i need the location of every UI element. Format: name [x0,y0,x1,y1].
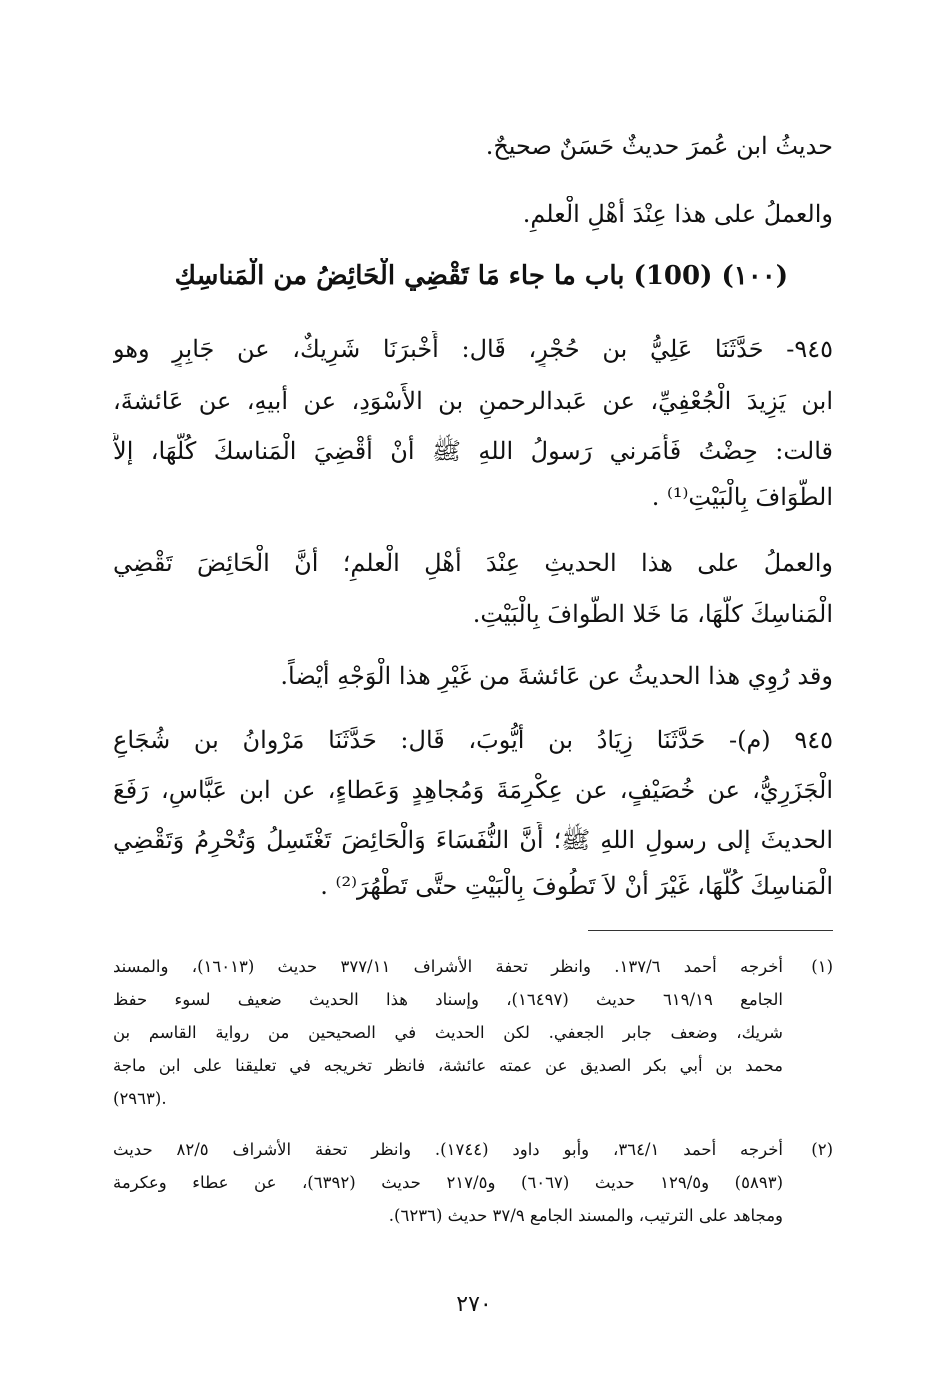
footnote-2-line-1: أخرجه أحمد ٣٦٤/١، وأبو داود (١٧٤٤). وانظر تحفة الأشراف ٨٢/٥ حديث [113,1140,783,1159]
footnote-1-line-5: (٢٩٦٣). [113,1089,167,1108]
footnote-2-marker: (٢) [811,1140,833,1159]
footnote-1-marker: (١) [811,957,833,976]
hadith-945m-line-4: الْمَناسِكَ كُلَّهَا، غَيْرَ أنْ لاَ تَطُوفَ بِالْبَيْتِ حتَّى تَطْهُرَ⁽²⁾ . [320,872,833,900]
commentary-line-2: الْمَناسِكَ كلَّهَا، مَا خَلا الطَّوافَ بِالْبَيْتِ. [472,600,833,628]
hadith-945m-line-2: الْجَزَرِيُّ، عن خُصَيْفٍ، عن عِكْرِمَةَ وَمُجاهِدٍ وَعَطاءٍ، عن ابن عَبَّاسٍ، رَفَعَ [113,776,833,804]
footnote-2-line-2: (٥٨٩٣) و١٢٩/٥ حديث (٦٠٦٧) و٢١٧/٥ حديث (٦٣٩٢)، عن عطاء وعكرمة [113,1173,783,1192]
footnote-1-line-3: شريك، وضعف جابر الجعفي. لكن الحديث في الصحيحين من رواية القاسم بن [113,1023,783,1042]
hadith-945-line-3: قالت: حِضْتُ فَأَمَرني رَسولُ اللهِ ﷺ أنْ أقْضِيَ الْمَناسكَ كُلّهَا، إلاَّ [113,437,833,465]
chapter-heading: (١٠٠) (100) باب ما جاء مَا تَقْضِي الْحَائِضُ من الْمَناسِكِ [174,261,788,291]
narration-note: وقد رُوِي هذا الحديثُ عن عَائشةَ من غَيْرِ هذا الْوَجْهِ أيْضاً. [280,662,833,690]
hadith-945m-line-1: ٩٤٥ (م)- حَدَّثَنَا زِيَادُ بن أيُّوبَ، قَال: حَدَّثَنَا مَرْوانُ بن شُجَاعٍ [113,726,833,754]
body-line-1: حديثُ ابن عُمرَ حديثٌ حَسَنٌ صحيحٌ. [485,132,833,160]
hadith-945-line-2: ابن يَزِيدَ الْجُعْفِيِّ، عن عَبدالرحمنِ بن الأَسْوَدِ، عن أبيهِ، عن عَائشةَ، [113,387,833,415]
hadith-945-line-4: الطَّوَافَ بِالْبَيْتِ⁽¹⁾ . [651,483,833,511]
hadith-945-line-1: ٩٤٥- حَدَّثَنَا عَلِيُّ بن حُجْرٍ، قَال: أَخْبرَنَا شَرِيكٌ، عن جَابِرٍ وهو [113,335,833,363]
page-number: ٢٧٠ [456,1292,492,1317]
footnote-1-line-2: الجامع ٦١٩/١٩ حديث (١٦٤٩٧)، وإسناد هذا الحديث ضعيف لسوء حفظ [113,990,783,1009]
commentary-line-1: والعملُ على هذا الحديثِ عِنْدَ أهْلِ الْعلمِ؛ أنَّ الْحَائِضَ تَقْضِي [113,549,833,577]
hadith-945m-line-3: الحديثَ إلى رسولِ اللهِ ﷺ؛ أَنَّ النُّفَسَاءَ وَالْحَائِضَ تَغْتَسِلُ وَتُحْرِمُ وَتَقْضِي [113,826,833,854]
footnote-1-line-4: محمد بن أبي بكر الصديق عن عمته عائشة، فانظر تخريجه في تعليقنا على ابن ماجة [113,1056,783,1075]
body-line-2: والعملُ على هذا عِنْدَ أهْلِ الْعلمِ. [522,200,833,228]
footnote-2-line-3: ومجاهد على الترتيب، والمسند الجامع ٣٧/٩ حديث (٦٢٣٦). [388,1206,783,1225]
footnote-1-line-1: أخرجه أحمد ١٣٧/٦. وانظر تحفة الأشراف ٣٧٧/١١ حديث (١٦٠١٣)، والمسند [113,957,783,976]
footnote-separator [588,930,833,931]
